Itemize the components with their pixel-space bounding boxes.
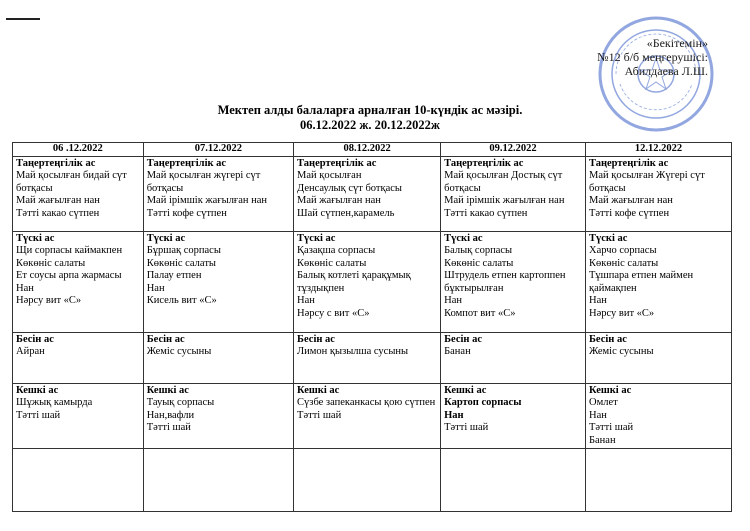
menu-item: Тәтті кофе сүтпен [146,207,227,219]
menu-item: Картоп сорпасы [444,397,522,408]
menu-item: Шай сүтпен,карамель [297,207,395,219]
menu-item: Нан [588,409,607,421]
meal-heading: Таңертеңгілік ас [16,157,96,169]
date-header: 08.12.2022 [294,143,441,157]
menu-item: Штрудель етпен картоппен бұктырылған [444,270,566,294]
empty-row [13,449,732,512]
menu-item: Балық сорпасы [444,245,513,256]
meal-heading: Кешкі ас [146,384,189,396]
meal-heading: Кешкі ас [16,384,59,396]
meal-heading: Түскі ас [444,232,483,244]
menu-item: Бұршақ сорпасы [146,245,221,256]
menu-item: Май ірімшік жағылған нан [444,195,565,206]
page-title [150,103,590,133]
approval-block [597,36,708,78]
menu-item: Балық котлеті қарақұмық тұздықпен [297,270,411,294]
menu-item: Нәрсу вит «С» [588,307,655,319]
date-header-row [13,143,732,157]
menu-item: Нан [146,282,165,294]
lunch-cell [585,231,731,332]
menu-item: Көкөніс салаты [444,257,514,269]
menu-item: Көкөніс салаты [297,257,367,269]
menu-item: Нәрсу с вит «С» [297,307,370,319]
meal-heading: Түскі ас [146,232,186,244]
menu-item: Айран [16,346,45,357]
approval-heading: «Бекітемін» [646,36,708,50]
breakfast-cell [143,156,293,231]
dinner-cell [441,383,586,449]
date-header: 06 .12.2022 [13,143,144,157]
menu-item: Денсаулық сүт ботқасы [297,182,402,194]
empty-cell [441,449,586,512]
menu-item: Нан,вафли [146,409,195,421]
lunch-cell [143,231,293,332]
menu-item: Көкөніс салаты [146,257,216,269]
menu-item: Нан [16,282,34,294]
menu-item: Щи сорпасы каймакпен [16,245,123,256]
menu-item: Компот вит «С» [444,307,516,319]
menu-table [12,142,732,512]
menu-item: Тәтті кофе сүтпен [588,207,670,219]
dinner-cell [13,383,144,449]
title-line-2: 06.12.2022 ж. 20.12.2022ж [299,118,440,132]
menu-item: Тәтті шай [146,422,191,433]
menu-item: Тауық сорпасы [146,397,215,408]
menu-item: Тәтті шай [297,409,342,421]
menu-item: Май қосылған [297,170,362,181]
meal-heading: Түскі ас [16,232,55,244]
menu-item: Тәтті шай [588,422,634,433]
menu-item: Тәтті какао сүтпен [444,207,528,219]
menu-item: Банан [588,434,616,446]
snack-cell [585,332,731,383]
menu-item: Нәрсу вит «С» [16,295,82,306]
menu-item: Нан [297,295,315,306]
lunch-cell [441,231,586,332]
meal-heading: Бесін ас [16,333,54,345]
dinner-cell [143,383,293,449]
breakfast-cell [441,156,586,231]
meal-heading: Таңертеңгілік ас [146,157,227,169]
menu-item: Тәтті шай [16,409,61,421]
menu-item: Май қосылған Жүгері сүт ботқасы [588,170,705,194]
corner-line [6,18,40,20]
meal-heading: Кешкі ас [297,384,340,396]
approval-signatory: Абилдаева Л.Ш. [624,64,708,78]
menu-item: Май жағылған нан [588,195,673,206]
meal-heading: Түскі ас [297,232,336,244]
snack-cell [441,332,586,383]
menu-item: Нан [588,295,607,306]
meal-heading: Бесін ас [444,333,483,345]
approval-position: №12 б/б меңгерушісі: [597,50,708,64]
menu-item: Май жағылған нан [16,195,100,206]
date-header: 12.12.2022 [585,143,731,157]
empty-cell [143,449,293,512]
menu-item: Харчо сорпасы [588,245,657,256]
menu-item: Жеміс сусыны [588,346,654,357]
menu-item: Омлет [588,397,618,408]
menu-item: Нан [444,409,464,421]
menu-item: Тәтті какао сүтпен [16,207,100,219]
dinner-cell [585,383,731,449]
menu-item: Тәтті шай [444,422,489,433]
meal-heading: Таңертеңгілік ас [297,157,377,169]
menu-item: Лимон қызылша сусыны [297,346,409,357]
dinner-row [13,383,732,449]
menu-item: Ет соусы арпа жармасы [16,270,122,281]
menu-item: Тұшпара етпен маймен қаймақпен [588,270,694,294]
breakfast-cell [294,156,441,231]
meal-heading: Түскі ас [588,232,628,244]
menu-item: Көкөніс салаты [16,257,86,269]
breakfast-cell [585,156,731,231]
empty-cell [294,449,441,512]
dinner-cell [294,383,441,449]
menu-item: Сүзбе запеканкасы қою сүтпен [297,397,436,408]
menu-item: Май жағылған нан [297,195,381,206]
snack-cell [13,332,144,383]
menu-item: Май қосылған Достық сүт ботқасы [444,170,563,194]
menu-item: Палау етпен [146,270,202,281]
menu-item: Кисель вит «С» [146,295,217,306]
menu-item: Қазақша сорпасы [297,245,376,256]
meal-heading: Таңертеңгілік ас [444,157,524,169]
lunch-cell [294,231,441,332]
title-line-1: Мектеп алды балаларға арналған 10-күндік ас мәзірі. [217,103,523,117]
menu-item: Май қосылған бидай сүт ботқасы [16,170,127,194]
date-header: 09.12.2022 [441,143,586,157]
meal-heading: Кешкі ас [588,384,632,396]
date-header: 07.12.2022 [143,143,293,157]
menu-item: Май ірімшік жағылған нан [146,195,268,206]
breakfast-row [13,156,732,231]
meal-heading: Кешкі ас [444,384,487,396]
menu-item: Нан [444,295,462,306]
empty-cell [585,449,731,512]
snack-row [13,332,732,383]
meal-heading: Таңертеңгілік ас [588,157,669,169]
breakfast-cell [13,156,144,231]
lunch-cell [13,231,144,332]
meal-heading: Бесін ас [588,333,627,345]
menu-item: Шұжық камырда [16,397,93,408]
snack-cell [294,332,441,383]
menu-item: Жеміс сусыны [146,346,212,357]
menu-item: Май қосылған жүгері сүт ботқасы [146,170,261,194]
menu-item: Көкөніс салаты [588,257,659,269]
menu-item: Банан [444,346,471,357]
meal-heading: Бесін ас [146,333,185,345]
lunch-row [13,231,732,332]
snack-cell [143,332,293,383]
meal-heading: Бесін ас [297,333,335,345]
empty-cell [13,449,144,512]
